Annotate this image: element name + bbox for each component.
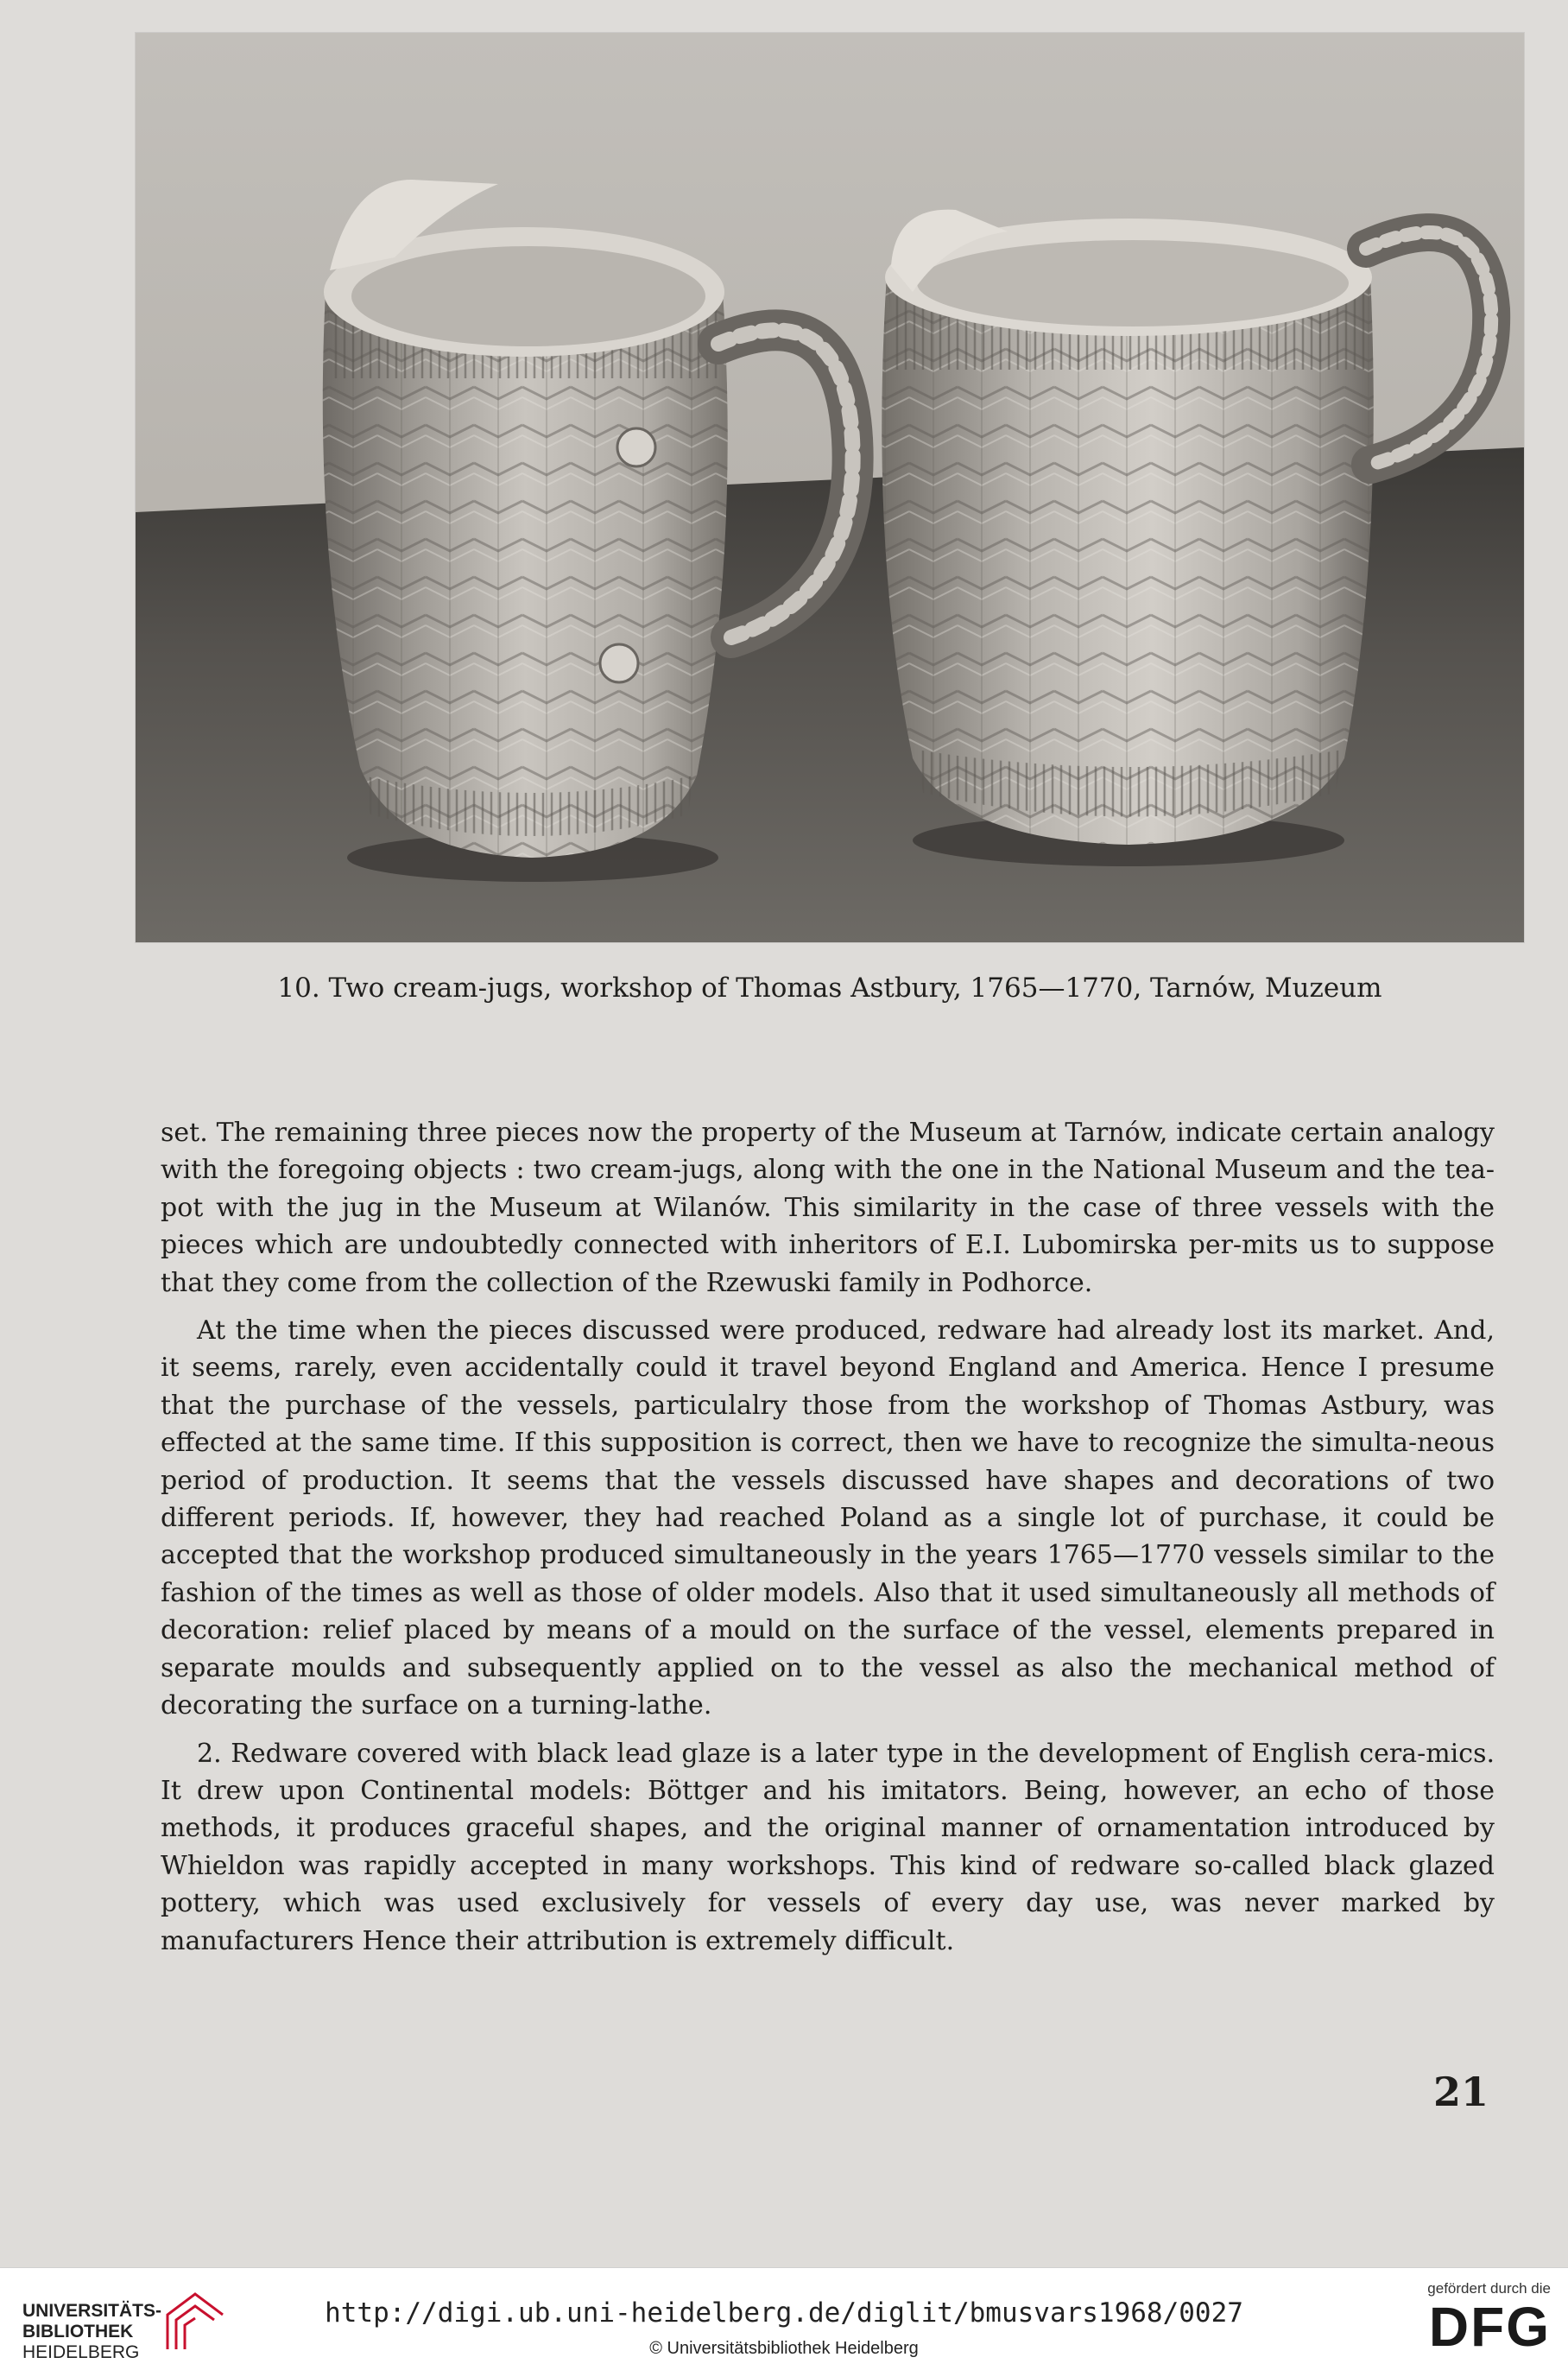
figure-caption: 10. Two cream-jugs, workshop of Thomas Astbury, 1765—1770, Tarnów, Muzeum: [277, 973, 1382, 1004]
paragraph: 2. Redware covered with black lead glaze is a later type in the development of English cera-mics. It drew upon Continental models: Böttger and his imitators. Being, however, an echo of those methods, it produces graceful shapes, and the original manner of ornamentation introduced by Whieldon was rapidly accepted in many workshops. This kind of redware so-called black glazed pottery, which was used exclusively for vessels of every day use, was never marked by manufacturers Hence their attribution is extremely difficult.: [161, 1738, 1495, 1956]
cream-jugs-photo-image: [136, 33, 1524, 942]
footer-bar: [0, 2267, 1568, 2370]
body-text: [161, 1114, 1495, 1970]
dfg-logo: DFG: [1428, 2296, 1551, 2358]
funding-logo: [1404, 2280, 1551, 2363]
funding-label: gefördert durch die: [1427, 2280, 1551, 2297]
library-name-line1: UNIVERSITÄTS-: [22, 2301, 162, 2321]
copyright-notice: © Universitätsbibliothek Heidelberg: [649, 2339, 919, 2358]
library-name-line3: HEIDELBERG: [22, 2342, 140, 2362]
paragraph: set. The remaining three pieces now the property of the Museum at Tarnów, indicate certain analogy with the foregoing objects : two cream-jugs, along with the one in the National Museum and the tea-pot with the jug in the Museum at Wilanów. This similarity in the case of three vessels with the pieces which are undoubtedly connected with inheritors of E.I. Lubomirska per-mits us to suppose that they come from the collection of the Rzewuski family in Podhorce.: [161, 1118, 1495, 1298]
paragraph: At the time when the pieces discussed were produced, redware had already lost its market. And, it seems, rarely, even accidentally could it travel beyond England and America. Hence I presume that the purchase of the vessels, particulalry those from the workshop of Thomas Astbury, was effected at the same time. If this supposition is correct, then we have to recognize the simulta-neous period of production. It seems that the vessels discussed have shapes and decorations of two different periods. If, however, they had reached Poland as a single lot of purchase, it could be accepted that the workshop produced simultaneously in the years 1765—1770 vessels similar to the fashion of the times as well as those of older models. Also that it used simultaneously all methods of decoration: relief placed by means of a mould on the surface of the vessel, elements prepared in separate moulds and subsequently applied on to the vessel as also the mechanical method of decorating the surface on a turning-lathe.: [161, 1315, 1495, 1721]
library-name-line2: BIBLIOTHEK: [22, 2322, 134, 2341]
document-url-link[interactable]: http://digi.ub.uni-heidelberg.de/diglit/bmusvars1968/0027: [325, 2297, 1243, 2329]
page-number: 21: [1432, 2069, 1489, 2115]
photograph: [136, 33, 1524, 942]
